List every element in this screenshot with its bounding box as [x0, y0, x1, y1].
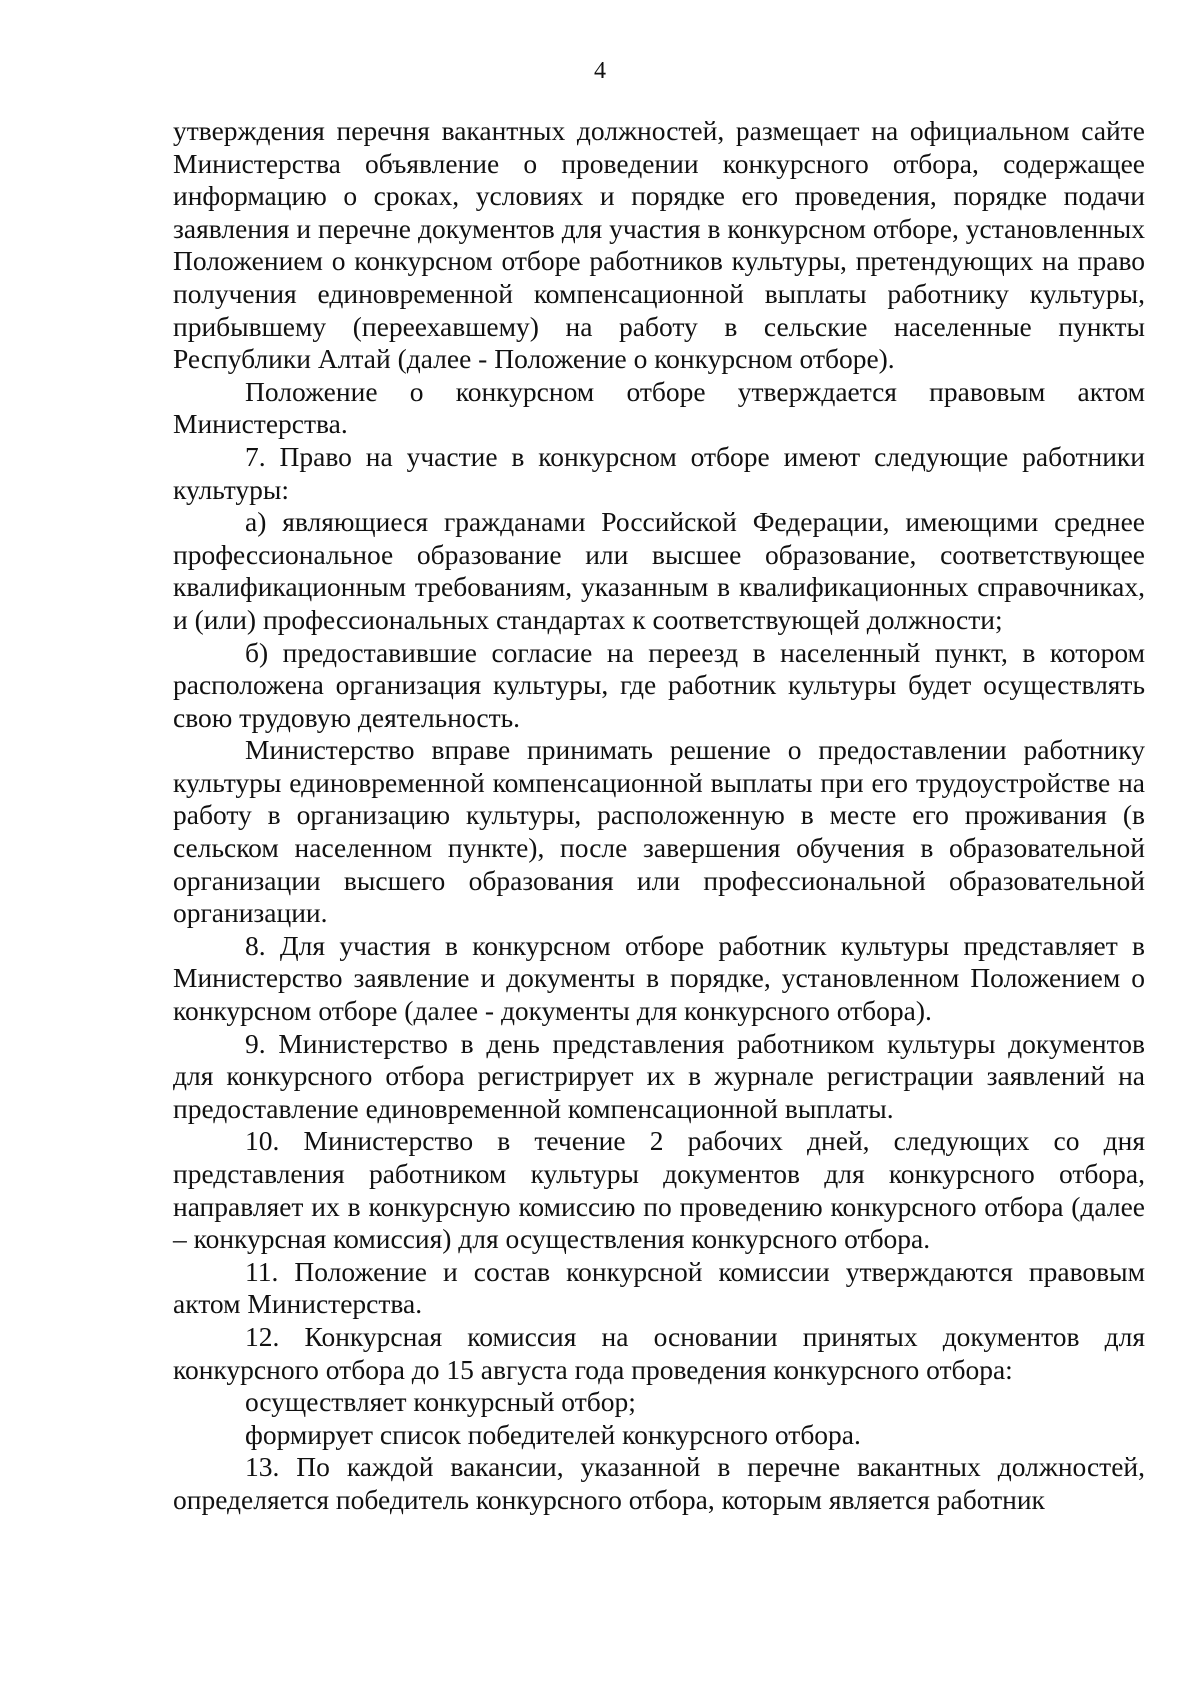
paragraph-9: 9. Министерство в день представления работником культуры документов для конкурсного отбора регистрирует их в журнале регистрации заявлений на предоставление единовременной компенсационной выплаты.: [173, 1027, 1145, 1124]
paragraph-7b: б) предоставившие согласие на переезд в населенный пункт, в котором расположена организация культуры, где работник культуры будет осуществлять свою трудовую деятельность.: [173, 636, 1145, 733]
paragraph-continuation: утверждения перечня вакантных должностей, размещает на официальном сайте Министерства объявление о проведении конкурсного отбора, содержащее информацию о сроках, условиях и порядке его проведения, порядке подачи заявления и перечне документов для участия в конкурсном отборе, установленных Положением о конкурсном отборе работников культуры, претендующих на право получения единовременной компенсационной выплаты работнику культуры, прибывшему (переехавшему) на работу в сельские населенные пункты Республики Алтай (далее - Положение о конкурсном отборе).: [173, 115, 1145, 375]
paragraph-7a: а) являющиеся гражданами Российской Федерации, имеющими среднее профессиональное образование или высшее образование, соответствующее квалификационным требованиям, указанным в квалификационных справочниках, и (или) профессиональных стандартах к соответствующей должности;: [173, 506, 1145, 635]
paragraph-13: 13. По каждой вакансии, указанной в перечне вакантных должностей, определяется победитель конкурсного отбора, которым является работник: [173, 1451, 1145, 1515]
paragraph-11: 11. Положение и состав конкурсной комиссии утверждаются правовым актом Министерства.: [173, 1255, 1145, 1320]
page-number: 4: [594, 58, 606, 84]
document-body: [173, 115, 1145, 1517]
paragraph-regulation-approval: Положение о конкурсном отборе утверждается правовым актом Министерства.: [173, 375, 1145, 440]
paragraph-12-item-1: осуществляет конкурсный отбор;: [245, 1386, 636, 1418]
paragraph-7: 7. Право на участие в конкурсном отборе имеют следующие работники культуры:: [173, 440, 1145, 505]
paragraph-8: 8. Для участия в конкурсном отборе работник культуры представляет в Министерство заявление и документы в порядке, установленном Положением о конкурсном отборе (далее - документы для конкурсного отбора).: [173, 929, 1145, 1027]
paragraph-10: 10. Министерство в течение 2 рабочих дней, следующих со дня представления работником культуры документов для конкурсного отбора, направляет их в конкурсную комиссию по проведению конкурсного отбора (далее – конкурсная комиссия) для осуществления конкурсного отбора.: [173, 1125, 1145, 1255]
paragraph-12-item-2: формирует список победителей конкурсного отбора.: [245, 1418, 861, 1450]
paragraph-ministry-decision: Министерство вправе принимать решение о предоставлении работнику культуры единовременной компенсационной выплаты при его трудоустройстве на работу в организацию культуры, расположенную в месте его проживания (в сельском населенном пункте), после завершения обучения в образовательной организации высшего образования или профессиональной образовательной организации.: [173, 734, 1145, 929]
paragraph-12: 12. Конкурсная комиссия на основании принятых документов для конкурсного отбора до 15 августа года проведения конкурсного отбора:: [173, 1320, 1145, 1385]
